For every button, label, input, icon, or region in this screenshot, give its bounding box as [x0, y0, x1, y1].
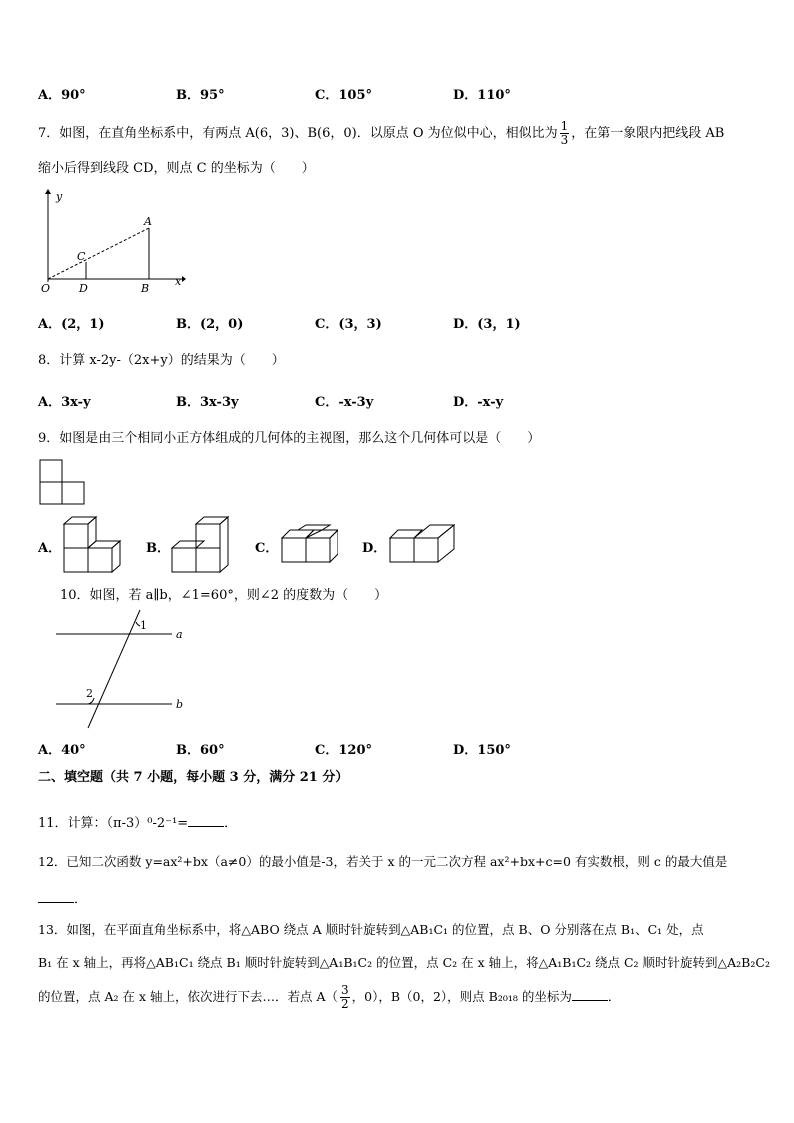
q10-option-d: D．150° — [453, 743, 511, 758]
q7-option-d: D．(3，1) — [453, 317, 521, 332]
q13-line3 — [38, 984, 620, 1011]
q9-option-d-label: D． — [362, 541, 387, 556]
q9-front-view — [38, 458, 88, 508]
q9-option-b-label: B． — [146, 541, 170, 556]
q10-option-c: C．120° — [315, 743, 372, 758]
q8-option-a: A．3x-y — [38, 395, 91, 410]
q12-end: ． — [74, 892, 88, 907]
q12-answer-line — [38, 888, 87, 907]
q9-option-a-label: A． — [38, 541, 62, 556]
q7-option-b: B．(2，0) — [176, 317, 244, 332]
q13-line2: B₁ 在 x 轴上，再将△AB₁C₁ 绕点 B₁ 顺时针旋转到△A₁B₁C₂ 的位置，点 C₂ 在 x 轴上，将△A₁B₁C₂ 绕点 C₂ 顺时针旋转到△A₂B₂C₂ — [38, 955, 770, 970]
label-a: A — [144, 215, 152, 228]
q7-option-c: C．(3，3) — [315, 317, 382, 332]
q11-question — [38, 812, 237, 831]
label-line-a: a — [176, 628, 183, 641]
q6-option-a: A．90° — [38, 88, 86, 103]
label-angle-1: 1 — [140, 619, 147, 632]
q13-line3-before: 的位置，点 A₂ 在 x 轴上，依次进行下去…．若点 A（ — [38, 989, 338, 1004]
q13-frac-den: 2 — [340, 997, 349, 1011]
q6-option-c: C．105° — [315, 88, 372, 103]
q9-option-a-figure — [60, 514, 124, 576]
label-x: x — [175, 275, 182, 288]
q10-option-b: B．60° — [176, 743, 225, 758]
q7-coordinate-figure — [36, 186, 186, 296]
q6-option-d: D．110° — [453, 88, 511, 103]
q7-text-after: ，在第一象限内把线段 AB — [571, 126, 725, 141]
q8-option-c: C．-x-3y — [315, 395, 374, 410]
q13-frac-num: 3 — [340, 983, 349, 997]
q7-frac-num: 1 — [560, 119, 569, 133]
q13-line3-after: ，0），B（0，2），则点 B₂₀₁₈ 的坐标为 — [351, 989, 572, 1004]
q7-text-before: 7．如图，在直角坐标系中，有两点 A(6，3)、B(6，0)．以原点 O 为位似中心，相似比为 — [38, 126, 558, 141]
q9-option-d-figure — [386, 524, 456, 566]
q10-question: 10．如图，若 a∥b，∠1=60°，则∠2 的度数为（ ） — [60, 588, 388, 603]
section-fill-blank-title: 二、填空题（共 7 小题，每小题 3 分，满分 21 分） — [38, 770, 349, 785]
q7-option-a: A．(2，1) — [38, 317, 105, 332]
label-o: O — [41, 282, 51, 295]
q7-fraction — [560, 120, 570, 147]
q13-line1: 13．如图，在平面直角坐标系中，将△ABO 绕点 A 顺时针旋转到△AB₁C₁ 的位置，点 B、O 分别落在点 B₁、C₁ 处，点 — [38, 922, 704, 937]
q9-option-c-figure — [278, 524, 338, 566]
y-axis-arrow — [45, 189, 51, 194]
label-c: C — [77, 250, 86, 263]
q7-frac-den: 3 — [560, 133, 569, 147]
q8-question: 8．计算 x-2y-（2x+y）的结果为（ ） — [38, 353, 285, 368]
q12-question: 12．已知二次函数 y=ax²+bx（a≠0）的最小值是-3，若关于 x 的一元二次方程 ax²+bx+c=0 有实数根，则 c 的最大值是 — [38, 854, 728, 869]
q9-option-b-figure — [168, 514, 232, 576]
label-y: y — [56, 190, 63, 203]
q6-option-b: B．95° — [176, 88, 225, 103]
x-axis-arrow — [182, 276, 186, 282]
label-d: D — [79, 282, 88, 295]
q12-answer-blank[interactable] — [38, 902, 74, 903]
line-oa — [48, 228, 149, 279]
label-angle-2: 2 — [86, 687, 93, 700]
q11-answer-blank[interactable] — [188, 826, 224, 827]
q13-answer-blank[interactable] — [572, 1000, 608, 1001]
label-b: B — [141, 282, 150, 295]
transversal — [88, 610, 140, 728]
q13-fraction — [340, 984, 350, 1011]
q9-option-c-label: C． — [255, 541, 279, 556]
q7-question-line2: 缩小后得到线段 CD，则点 C 的坐标为（ ） — [38, 161, 315, 176]
q10-parallel-lines-figure — [52, 608, 187, 732]
q8-option-d: D．-x-y — [453, 395, 504, 410]
q13-end: ． — [607, 989, 621, 1004]
q11-end: ． — [224, 816, 238, 831]
q9-question: 9．如图是由三个相同小正方体组成的几何体的主视图，那么这个几何体可以是（ ） — [38, 431, 541, 446]
q11-text: 11．计算：（π-3）⁰-2⁻¹= — [38, 816, 189, 831]
label-line-b: b — [176, 698, 184, 711]
q7-question — [38, 120, 724, 147]
q10-option-a: A．40° — [38, 743, 86, 758]
q8-option-b: B．3x-3y — [176, 395, 239, 410]
